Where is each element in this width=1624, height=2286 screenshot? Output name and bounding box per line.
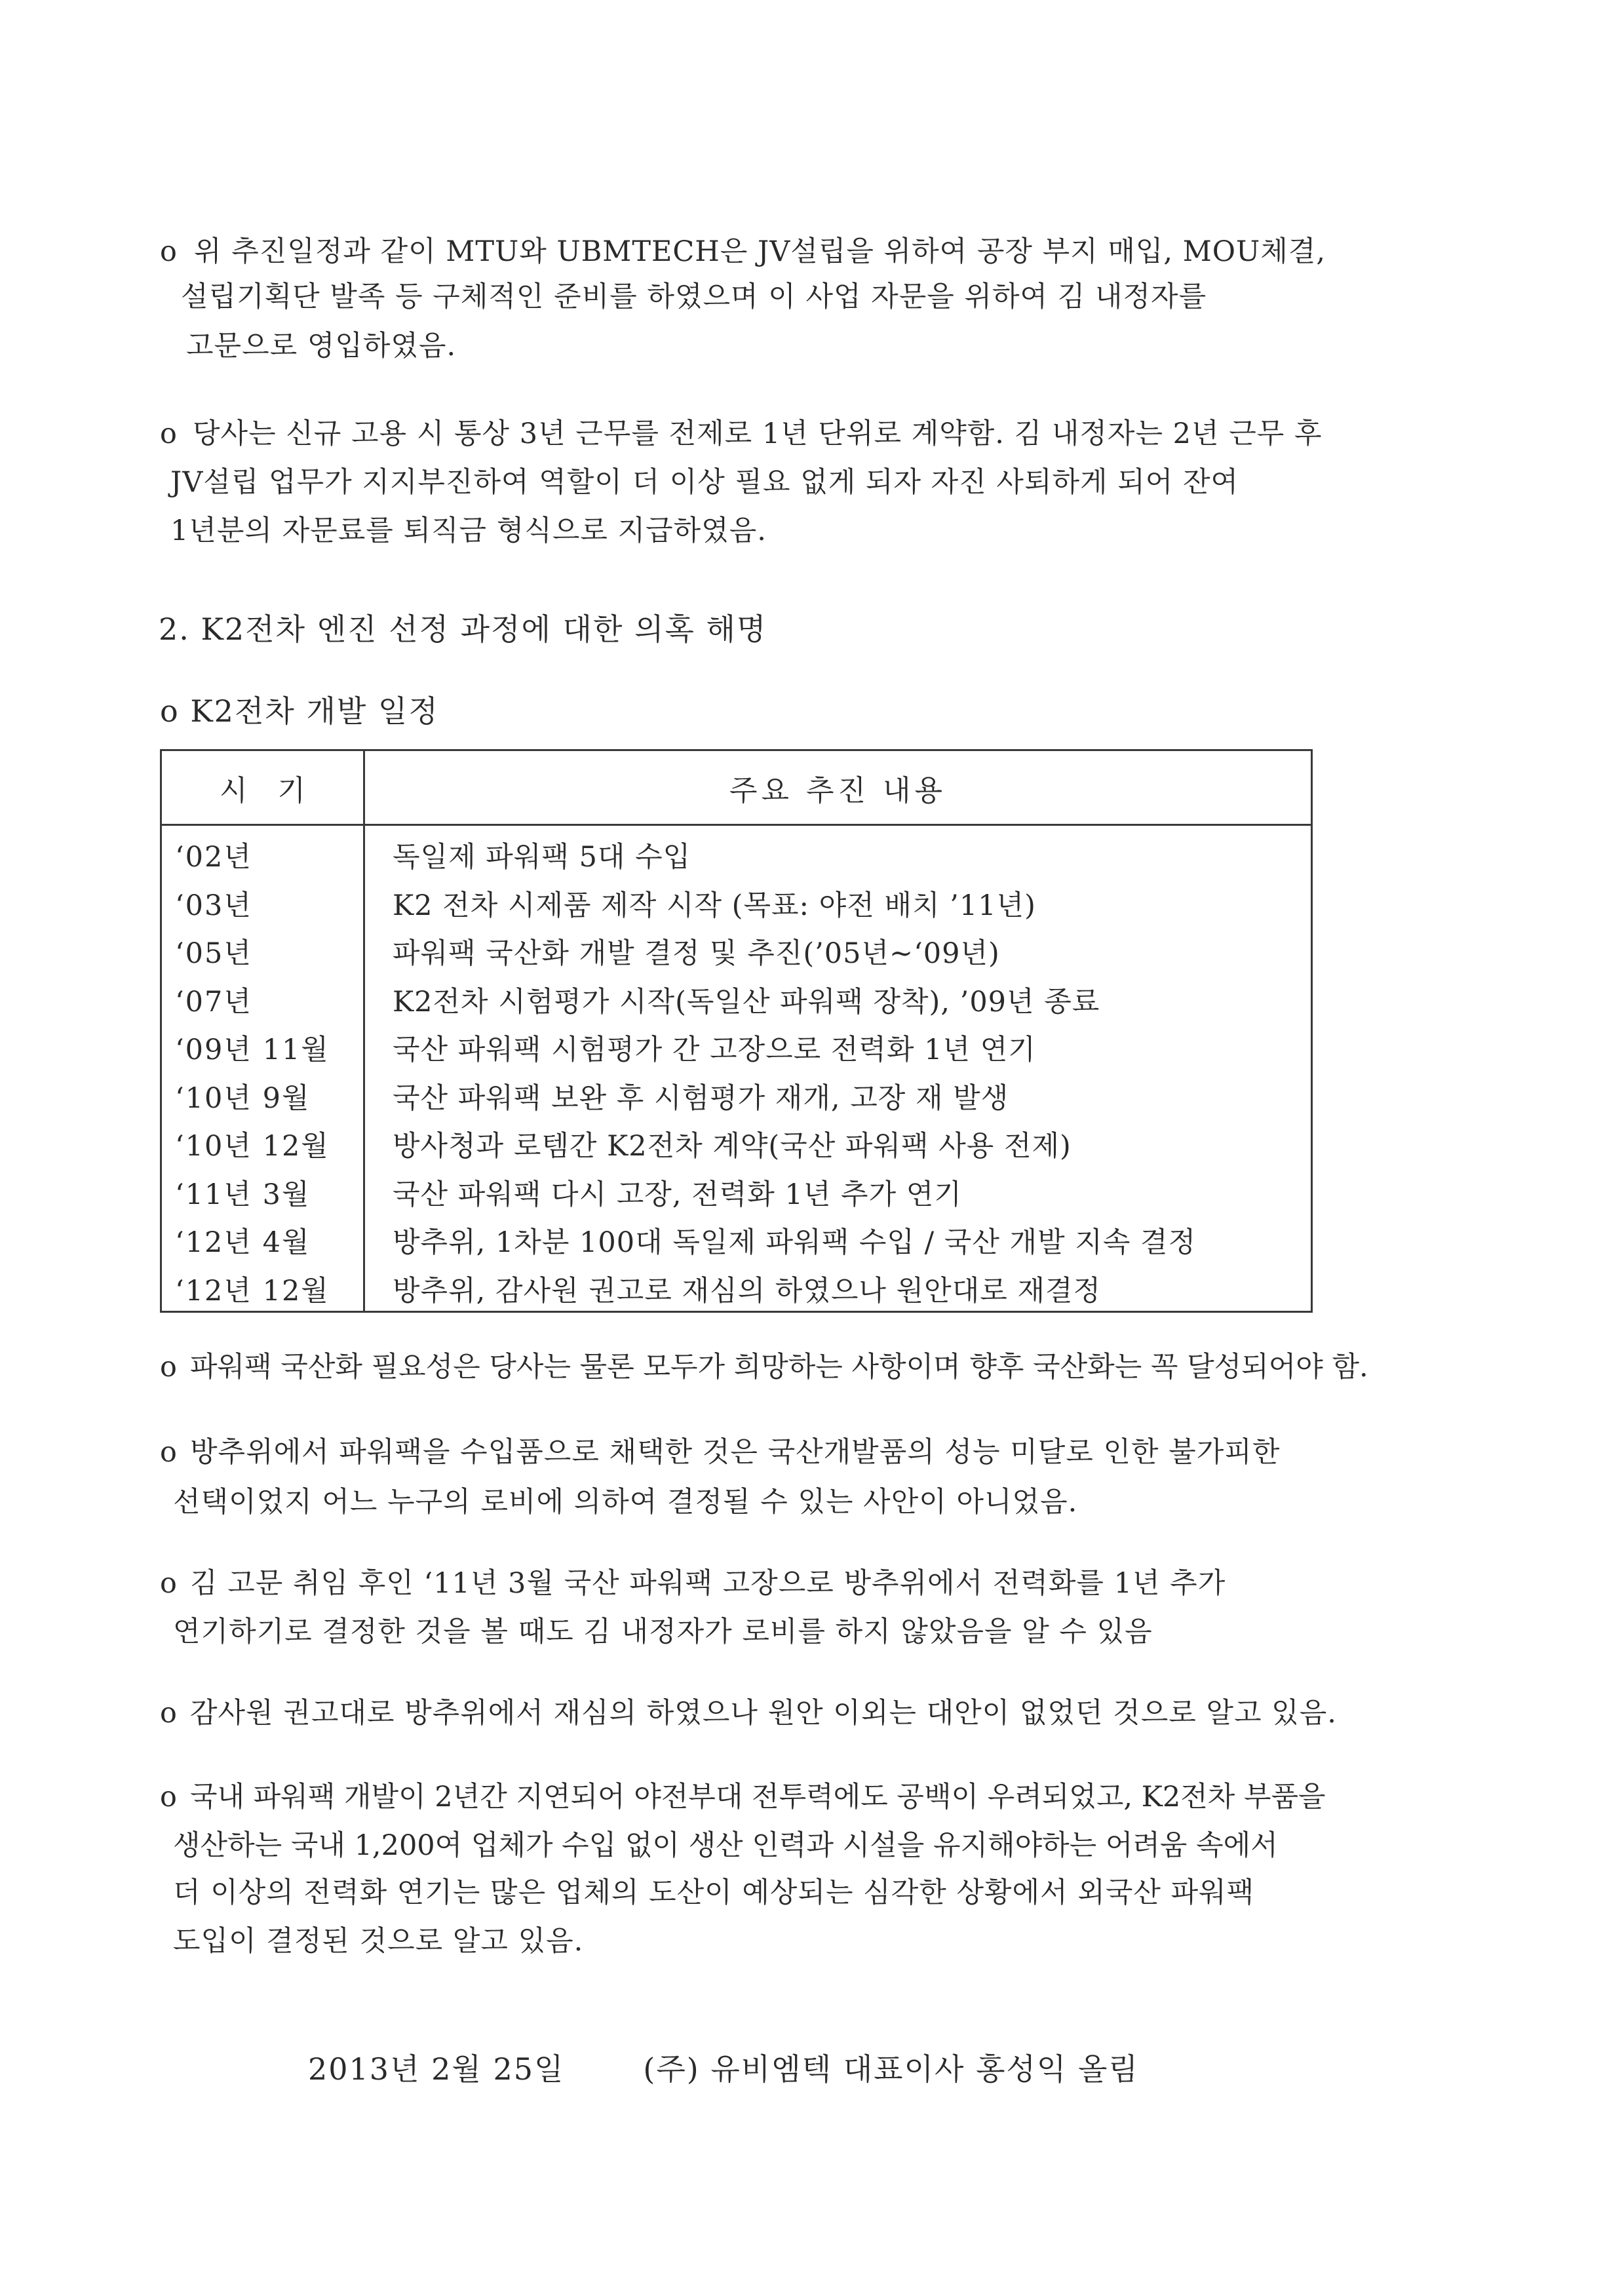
table-row — [162, 978, 1311, 1027]
bullet-marker: o — [160, 1781, 177, 1813]
bullet-marker: o — [160, 1436, 177, 1469]
content-cell: 국산 파워팩 다시 고장, 전력화 1년 추가 연기 — [393, 1178, 962, 1211]
header-period: 시기 — [219, 773, 336, 807]
paragraph-line: 위 추진일정과 같이 MTU와 UBMTECH은 JV설립을 위하여 공장 부지 매입, MOU체결, — [194, 235, 1326, 268]
paragraph-line: JV설립 업무가 지지부진하여 역할이 더 이상 필요 없게 되자 자진 사퇴하게 되어 잔여 — [170, 466, 1239, 499]
content-cell: 방추위, 감사원 권고로 재심의 하였으나 원안대로 재결정 — [393, 1274, 1102, 1308]
paragraph-line: 선택이었지 어느 누구의 로비에 의하여 결정될 수 있는 사안이 아니었음. — [173, 1486, 1078, 1519]
table-row — [162, 930, 1311, 978]
signature-company: (주) 유비엠텍 대표이사 홍성익 올림 — [643, 2051, 1139, 2087]
table-row — [162, 1026, 1311, 1075]
paragraph-line: 파워팩 국산화 필요성은 당사는 물론 모두가 희망하는 사항이며 향후 국산화는 꼭 달성되어야 함. — [190, 1351, 1368, 1384]
bullet-marker: o — [160, 1351, 177, 1384]
sub-heading: o K2전차 개발 일정 — [160, 693, 439, 729]
paragraph-line: 설립기획단 발족 등 구체적인 준비를 하였으며 이 사업 자문을 위하여 김 내정자를 — [181, 281, 1207, 313]
period-cell: ‘10년 12월 — [175, 1130, 330, 1163]
table-row — [162, 834, 1311, 882]
content-cell: 파워팩 국산화 개발 결정 및 추진(’05년~‘09년) — [393, 937, 1000, 970]
period-cell: ‘05년 — [175, 937, 252, 970]
bullet-marker: o — [160, 235, 177, 268]
table-row — [162, 1219, 1311, 1268]
content-cell: 국산 파워팩 보완 후 시험평가 재개, 고장 재 발생 — [393, 1081, 1009, 1115]
paragraph-line: 고문으로 영입하였음. — [186, 330, 457, 362]
development-schedule-table — [160, 749, 1313, 1313]
header-content: 주요 추진 내용 — [729, 773, 946, 807]
period-cell: ‘12년 12월 — [175, 1274, 330, 1308]
paragraph-line: 방추위에서 파워팩을 수입품으로 채택한 것은 국산개발품의 성능 미달로 인한 불가피한 — [190, 1436, 1281, 1469]
period-cell: ‘12년 4월 — [175, 1226, 311, 1259]
table-header — [162, 751, 1311, 826]
content-cell: 독일제 파워팩 5대 수입 — [393, 841, 691, 874]
period-cell: ‘07년 — [175, 985, 252, 1018]
content-cell: 방사청과 로템간 K2전차 계약(국산 파워팩 사용 전제) — [393, 1130, 1072, 1163]
table-row — [162, 882, 1311, 931]
period-cell: ‘11년 3월 — [175, 1178, 311, 1211]
content-cell: K2전차 시험평가 시작(독일산 파워팩 장착), ’09년 종료 — [393, 985, 1100, 1018]
content-cell: 방추위, 1차분 100대 독일제 파워팩 수입 / 국산 개발 지속 결정 — [393, 1226, 1197, 1259]
period-cell: ‘10년 9월 — [175, 1081, 311, 1115]
period-cell: ‘02년 — [175, 841, 252, 874]
paragraph-line: 당사는 신규 고용 시 통상 3년 근무를 전제로 1년 단위로 계약함. 김 내정자는 2년 근무 후 — [193, 417, 1323, 450]
content-cell: 국산 파워팩 시험평가 간 고장으로 전력화 1년 연기 — [393, 1034, 1036, 1066]
paragraph-line: 더 이상의 전력화 연기는 많은 업체의 도산이 예상되는 심각한 상황에서 외국산 파워팩 — [173, 1876, 1255, 1909]
bullet-marker: o — [160, 1567, 177, 1600]
signature-date: 2013년 2월 25일 — [308, 2051, 565, 2087]
paragraph-line: 국내 파워팩 개발이 2년간 지연되어 야전부대 전투력에도 공백이 우려되었고, K2전차 부품을 — [190, 1781, 1326, 1813]
section-heading: 2. K2전차 엔진 선정 과정에 대한 의혹 해명 — [159, 611, 767, 647]
table-row — [162, 1075, 1311, 1123]
bullet-marker: o — [160, 417, 177, 450]
table-body — [162, 834, 1311, 1315]
period-cell: ‘03년 — [175, 889, 252, 922]
paragraph-line: 생산하는 국내 1,200여 업체가 수입 없이 생산 인력과 시설을 유지해야하는 어려움 속에서 — [173, 1829, 1278, 1862]
content-cell: K2 전차 시제품 제작 시작 (목표: 야전 배치 ’11년) — [393, 889, 1036, 922]
paragraph-line: 감사원 권고대로 방추위에서 재심의 하였으나 원안 이외는 대안이 없었던 것으로 알고 있음. — [190, 1697, 1337, 1730]
table-row — [162, 1123, 1311, 1171]
period-cell: ‘09년 11월 — [175, 1034, 330, 1066]
table-row — [162, 1171, 1311, 1220]
paragraph-line: 김 고문 취임 후인 ‘11년 3월 국산 파워팩 고장으로 방추위에서 전력화를 1년 추가 — [190, 1567, 1226, 1600]
bullet-marker: o — [160, 1697, 177, 1730]
signature-line — [308, 2048, 1139, 2090]
paragraph-line: 연기하기로 결정한 것을 볼 때도 김 내정자가 로비를 하지 않았음을 알 수 있음 — [173, 1616, 1153, 1648]
paragraph-line: 1년분의 자문료를 퇴직금 형식으로 지급하였음. — [170, 514, 767, 547]
table-row — [162, 1268, 1311, 1316]
paragraph-line: 도입이 결정된 것으로 알고 있음. — [173, 1925, 584, 1958]
